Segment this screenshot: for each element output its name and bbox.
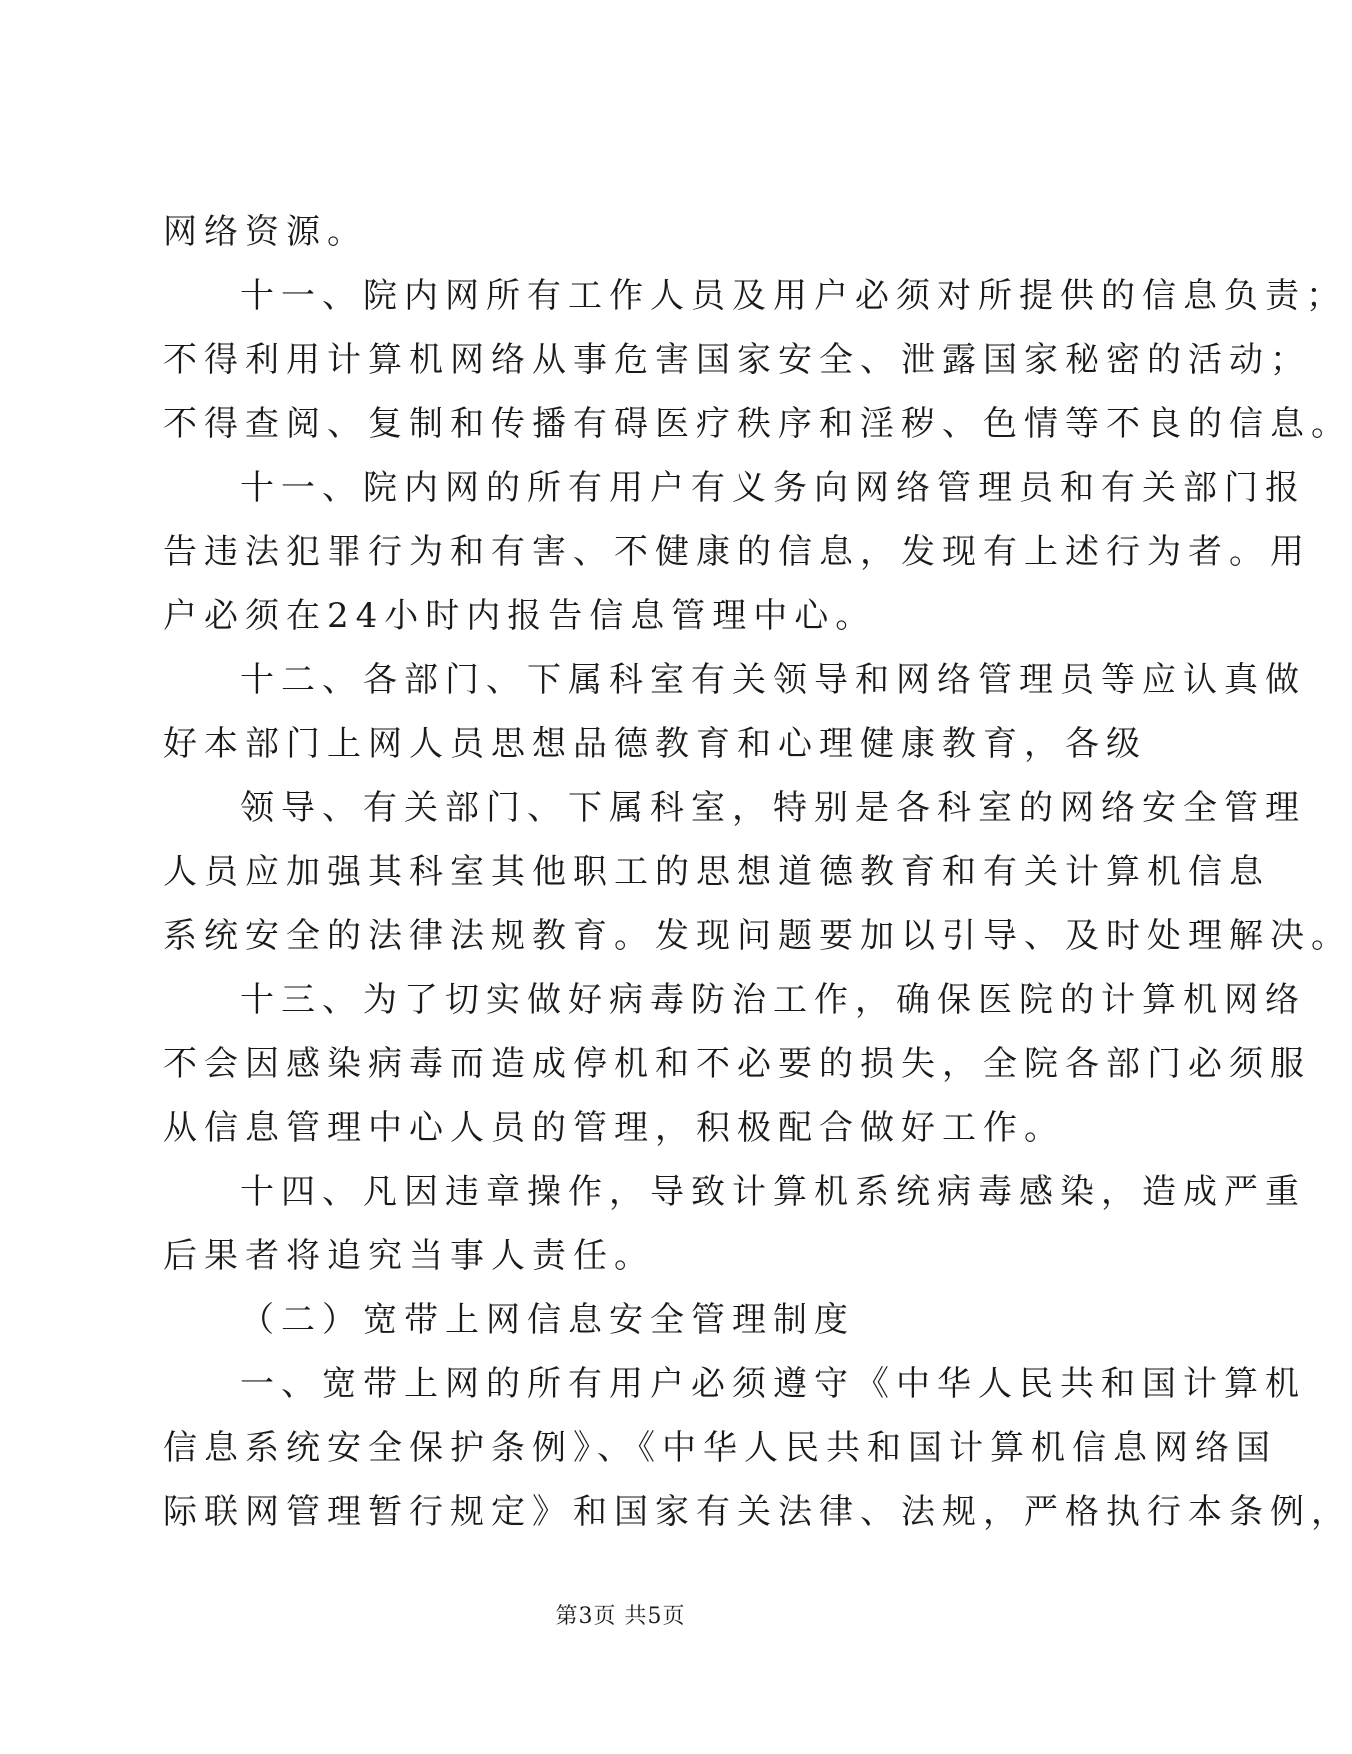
- text-line: 一、宽带上网的所有用户必须遵守《中华人民共和国计算机: [240, 1364, 1306, 1404]
- text-line: 十二、各部门、下属科室有关领导和网络管理员等应认真做: [240, 660, 1306, 700]
- text-line: 信息系统安全保护条例》、《中华人民共和国计算机信息网络国: [163, 1428, 1277, 1468]
- section-heading: （二）宽带上网信息安全管理制度: [240, 1300, 855, 1340]
- text-line: 从信息管理中心人员的管理，积极配合做好工作。: [163, 1108, 1065, 1148]
- text-line: 不会因感染病毒而造成停机和不必要的损失，全院各部门必须服: [163, 1044, 1311, 1084]
- text-line: 不得查阅、复制和传播有碍医疗秩序和淫秽、色情等不良的信息。: [163, 404, 1352, 444]
- text-line: 际联网管理暂行规定》和国家有关法律、法规，严格执行本条例，: [163, 1492, 1352, 1532]
- text-line: 系统安全的法律法规教育。发现问题要加以引导、及时处理解决。: [163, 916, 1352, 956]
- text-line: 网络资源。: [163, 212, 368, 252]
- text-line: 后果者将追究当事人责任。: [163, 1236, 655, 1276]
- text-line: 十三、为了切实做好病毒防治工作，确保医院的计算机网络: [240, 980, 1306, 1020]
- text-line: 十一、院内网的所有用户有义务向网络管理员和有关部门报: [240, 468, 1306, 508]
- text-line: 好本部门上网人员思想品德教育和心理健康教育，各级: [163, 724, 1147, 764]
- text-line: 人员应加强其科室其他职工的思想道德教育和有关计算机信息: [163, 852, 1270, 892]
- text-line: 领导、有关部门、下属科室，特别是各科室的网络安全管理: [240, 788, 1306, 828]
- text-line: 十一、院内网所有工作人员及用户必须对所提供的信息负责；: [240, 276, 1347, 316]
- text-line: 不得利用计算机网络从事危害国家安全、泄露国家秘密的活动；: [163, 340, 1311, 380]
- text-line: 十四、凡因违章操作，导致计算机系统病毒感染，造成严重: [240, 1172, 1306, 1212]
- text-line: 告违法犯罪行为和有害、不健康的信息，发现有上述行为者。用: [163, 532, 1311, 572]
- text-line: 户必须在24小时内报告信息管理中心。: [163, 596, 877, 636]
- page-number: 第3页 共5页: [555, 1604, 686, 1629]
